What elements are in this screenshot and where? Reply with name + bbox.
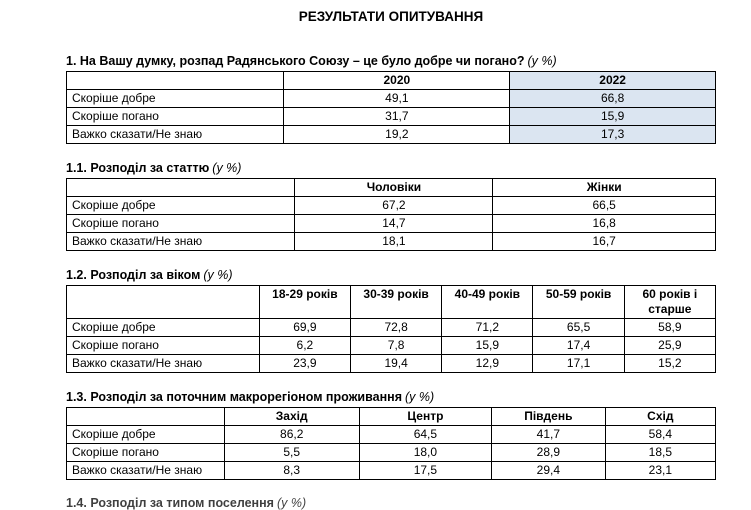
table-row	[67, 319, 716, 337]
column-header-cell: Схід	[605, 408, 715, 426]
table-row	[67, 233, 716, 251]
table-row	[67, 337, 716, 355]
value-cell: 15,9	[442, 337, 533, 355]
row-label-cell: Скоріше добре	[67, 426, 225, 444]
value-cell: 23,9	[259, 355, 350, 373]
value-cell: 18,0	[359, 444, 491, 462]
column-header-cell: 2020	[284, 72, 510, 90]
section-question-1	[66, 54, 716, 144]
row-label-header-cell	[67, 179, 295, 197]
section-heading-text: 1.4. Розподіл за типом поселення	[66, 496, 274, 510]
row-label-header-cell	[67, 286, 260, 319]
value-cell: 49,1	[284, 90, 510, 108]
column-header-cell: 40-49 років	[442, 286, 533, 319]
value-cell: 58,9	[624, 319, 715, 337]
column-header-cell: 18-29 років	[259, 286, 350, 319]
value-cell: 66,8	[510, 90, 716, 108]
section-heading-text: 1.2. Розподіл за віком	[66, 268, 201, 282]
value-cell: 69,9	[259, 319, 350, 337]
value-cell: 12,9	[442, 355, 533, 373]
section-heading-unit: (у %)	[203, 268, 233, 282]
value-cell: 15,9	[510, 108, 716, 126]
value-cell: 18,5	[605, 444, 715, 462]
table-row	[67, 126, 716, 144]
row-label-header-cell	[67, 408, 225, 426]
column-header-cell: Захід	[224, 408, 359, 426]
table-header-row	[67, 286, 716, 319]
table-row	[67, 355, 716, 373]
row-label-cell: Важко сказати/Не знаю	[67, 126, 284, 144]
table-header-row	[67, 179, 716, 197]
value-cell: 86,2	[224, 426, 359, 444]
section-heading-1-2	[66, 268, 716, 282]
row-label-cell: Скоріше добре	[67, 319, 260, 337]
section-heading-1-3	[66, 390, 716, 404]
column-header-cell: Жінки	[493, 179, 716, 197]
column-header-cell: 50-59 років	[533, 286, 624, 319]
section-heading-1-1	[66, 161, 716, 175]
value-cell: 7,8	[351, 337, 442, 355]
table-header-row	[67, 72, 716, 90]
value-cell: 29,4	[492, 462, 606, 480]
table-header-row	[67, 408, 716, 426]
value-cell: 71,2	[442, 319, 533, 337]
value-cell: 66,5	[493, 197, 716, 215]
document-page	[66, 0, 716, 510]
table-row	[67, 108, 716, 126]
section-by-gender	[66, 161, 716, 251]
value-cell: 18,1	[295, 233, 493, 251]
section-heading-text: 1.3. Розподіл за поточним макрорегіоном проживання	[66, 390, 402, 404]
row-label-cell: Скоріше погано	[67, 215, 295, 233]
row-label-cell: Важко сказати/Не знаю	[67, 233, 295, 251]
section-heading-unit: (у %)	[212, 161, 242, 175]
row-label-header-cell	[67, 72, 284, 90]
value-cell: 31,7	[284, 108, 510, 126]
column-header-cell: Центр	[359, 408, 491, 426]
value-cell: 58,4	[605, 426, 715, 444]
section-heading-unit: (у %)	[276, 496, 307, 510]
document-title: РЕЗУЛЬТАТИ ОПИТУВАННЯ	[298, 9, 484, 24]
table-row	[67, 444, 716, 462]
table-by-age	[66, 285, 716, 373]
value-cell: 14,7	[295, 215, 493, 233]
section-heading-unit: (у %)	[527, 54, 557, 68]
table-row	[67, 215, 716, 233]
value-cell: 23,1	[605, 462, 715, 480]
value-cell: 15,2	[624, 355, 715, 373]
row-label-cell: Важко сказати/Не знаю	[67, 355, 260, 373]
value-cell: 8,3	[224, 462, 359, 480]
value-cell: 5,5	[224, 444, 359, 462]
column-header-cell: Чоловіки	[295, 179, 493, 197]
row-label-cell: Скоріше погано	[67, 108, 284, 126]
value-cell: 65,5	[533, 319, 624, 337]
value-cell: 17,5	[359, 462, 491, 480]
value-cell: 17,4	[533, 337, 624, 355]
value-cell: 28,9	[492, 444, 606, 462]
section-heading-text: 1. На Вашу думку, розпад Радянського Союзу – це було добре чи погано?	[66, 54, 525, 68]
value-cell: 72,8	[351, 319, 442, 337]
table-row	[67, 426, 716, 444]
table-by-region	[66, 407, 716, 480]
column-header-cell: 30-39 років	[351, 286, 442, 319]
column-header-cell: Південь	[492, 408, 606, 426]
row-label-cell: Скоріше добре	[67, 197, 295, 215]
section-heading-1	[66, 54, 716, 68]
section-by-region	[66, 390, 716, 480]
row-label-cell: Скоріше добре	[67, 90, 284, 108]
value-cell: 41,7	[492, 426, 606, 444]
table-by-gender	[66, 178, 716, 251]
value-cell: 16,8	[493, 215, 716, 233]
row-label-cell: Важко сказати/Не знаю	[67, 462, 225, 480]
section-heading-unit: (у %)	[405, 390, 435, 404]
table-overall-2020-2022	[66, 71, 716, 144]
value-cell: 64,5	[359, 426, 491, 444]
section-heading-text: 1.1. Розподіл за статтю	[66, 161, 210, 175]
value-cell: 17,3	[510, 126, 716, 144]
column-header-cell: 2022	[510, 72, 716, 90]
row-label-cell: Скоріше погано	[67, 444, 225, 462]
table-row	[67, 197, 716, 215]
value-cell: 6,2	[259, 337, 350, 355]
value-cell: 16,7	[493, 233, 716, 251]
value-cell: 17,1	[533, 355, 624, 373]
section-by-age	[66, 268, 716, 373]
value-cell: 25,9	[624, 337, 715, 355]
column-header-cell: 60 років і старше	[624, 286, 715, 319]
row-label-cell: Скоріше погано	[67, 337, 260, 355]
value-cell: 19,4	[351, 355, 442, 373]
partial-section-heading-1-4	[66, 496, 716, 510]
table-row	[67, 90, 716, 108]
value-cell: 19,2	[284, 126, 510, 144]
table-row	[67, 462, 716, 480]
value-cell: 67,2	[295, 197, 493, 215]
